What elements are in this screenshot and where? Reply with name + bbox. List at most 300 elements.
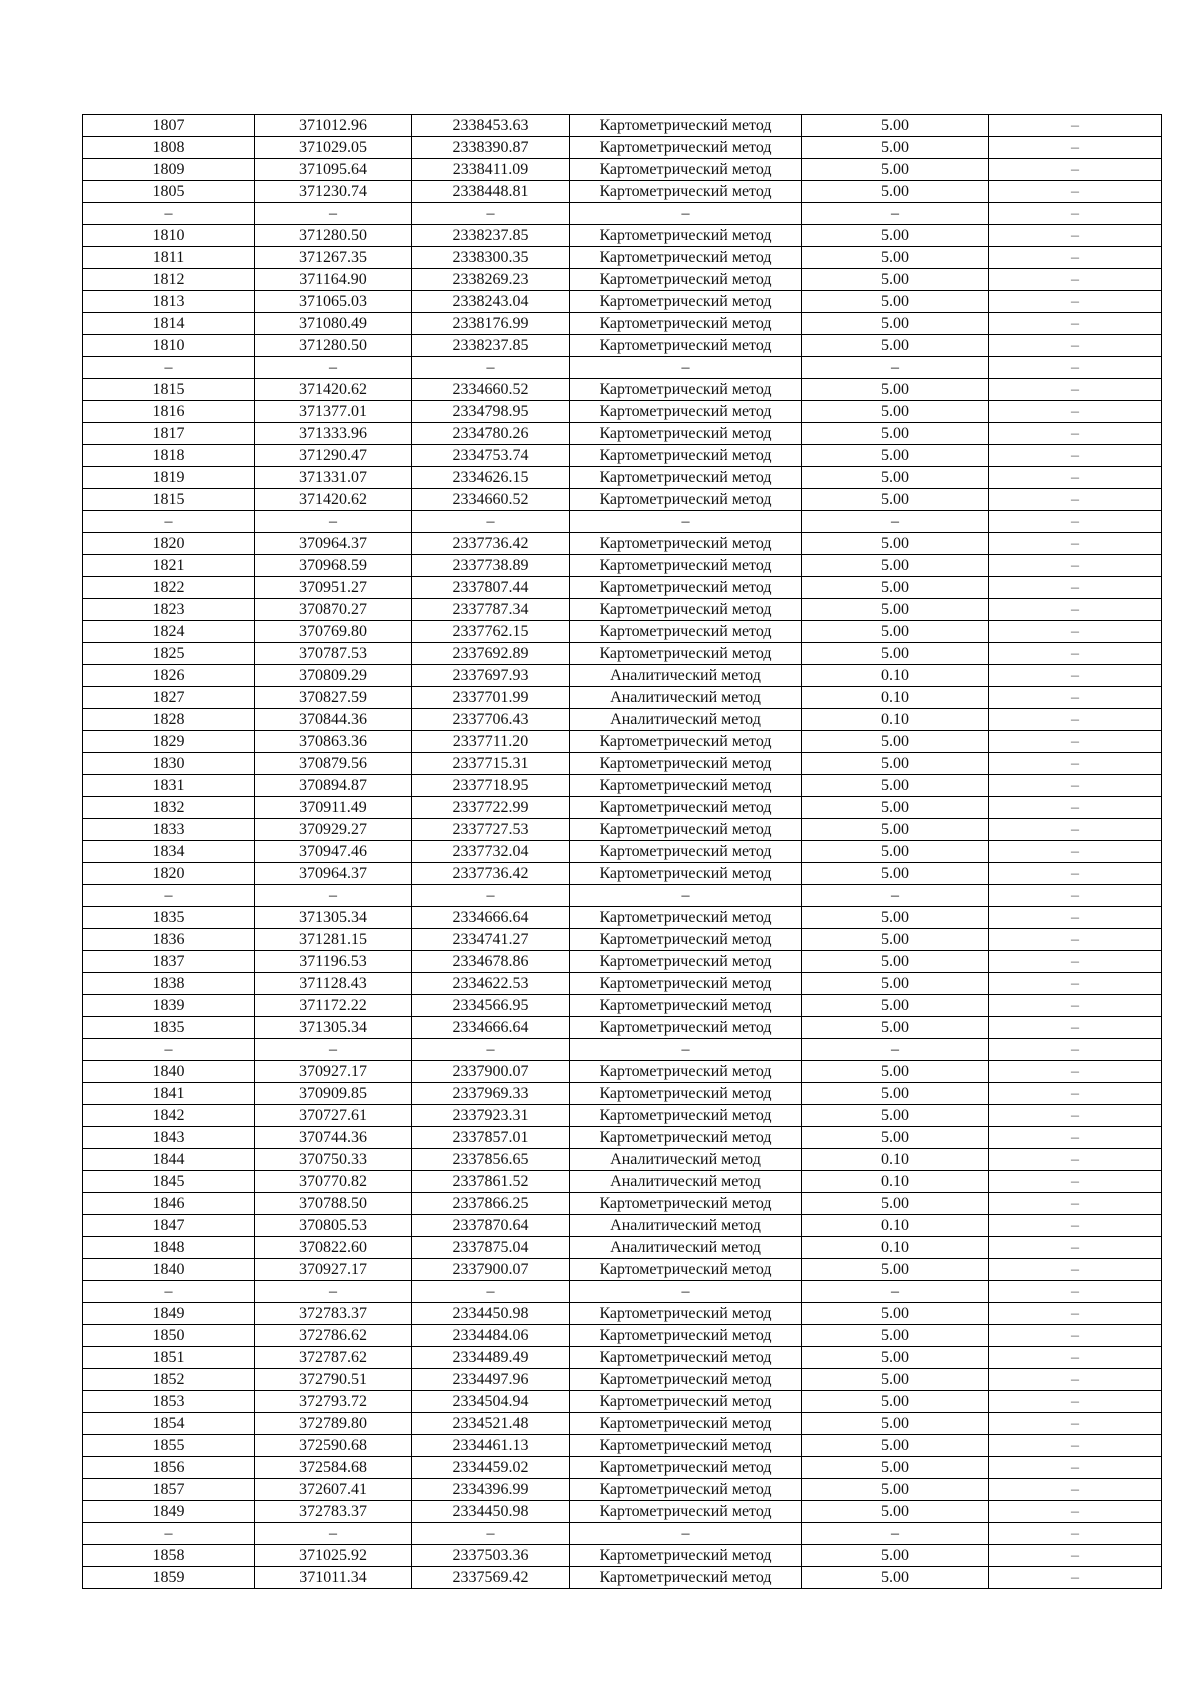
y-coordinate-cell: 2334450.98 bbox=[412, 1303, 570, 1325]
point-number-cell: – bbox=[83, 1523, 255, 1545]
note-cell: – bbox=[989, 1303, 1162, 1325]
method-cell: Аналитический метод bbox=[570, 687, 802, 709]
note-cell: – bbox=[989, 291, 1162, 313]
y-coordinate-cell: 2337923.31 bbox=[412, 1105, 570, 1127]
accuracy-cell: 5.00 bbox=[802, 533, 989, 555]
note-cell: – bbox=[989, 1061, 1162, 1083]
note-cell: – bbox=[989, 1215, 1162, 1237]
x-coordinate-cell: 371331.07 bbox=[255, 467, 412, 489]
x-coordinate-cell: 371290.47 bbox=[255, 445, 412, 467]
y-coordinate-cell: 2334566.95 bbox=[412, 995, 570, 1017]
x-coordinate-cell: – bbox=[255, 357, 412, 379]
y-coordinate-cell: 2334666.64 bbox=[412, 1017, 570, 1039]
note-cell: – bbox=[989, 841, 1162, 863]
note-cell: – bbox=[989, 247, 1162, 269]
accuracy-cell: 5.00 bbox=[802, 401, 989, 423]
note-cell: – bbox=[989, 863, 1162, 885]
method-cell: Картометрический метод bbox=[570, 555, 802, 577]
x-coordinate-cell: 370927.17 bbox=[255, 1259, 412, 1281]
accuracy-cell: 5.00 bbox=[802, 1479, 989, 1501]
method-cell: – bbox=[570, 885, 802, 907]
point-number-cell: – bbox=[83, 1039, 255, 1061]
table-row bbox=[83, 1083, 1162, 1105]
y-coordinate-cell: – bbox=[412, 885, 570, 907]
x-coordinate-cell: – bbox=[255, 511, 412, 533]
note-cell: – bbox=[989, 1523, 1162, 1545]
table-row bbox=[83, 1369, 1162, 1391]
note-cell: – bbox=[989, 159, 1162, 181]
table-row bbox=[83, 1501, 1162, 1523]
y-coordinate-cell: 2334666.64 bbox=[412, 907, 570, 929]
method-cell: Картометрический метод bbox=[570, 1347, 802, 1369]
method-cell: – bbox=[570, 203, 802, 225]
x-coordinate-cell: 371025.92 bbox=[255, 1545, 412, 1567]
note-cell: – bbox=[989, 1127, 1162, 1149]
y-coordinate-cell: 2337738.89 bbox=[412, 555, 570, 577]
x-coordinate-cell: 371267.35 bbox=[255, 247, 412, 269]
table-row bbox=[83, 643, 1162, 665]
x-coordinate-cell: 372607.41 bbox=[255, 1479, 412, 1501]
y-coordinate-cell: 2334780.26 bbox=[412, 423, 570, 445]
accuracy-cell: 0.10 bbox=[802, 1237, 989, 1259]
x-coordinate-cell: – bbox=[255, 203, 412, 225]
accuracy-cell: 5.00 bbox=[802, 1501, 989, 1523]
note-cell: – bbox=[989, 335, 1162, 357]
y-coordinate-cell: 2337875.04 bbox=[412, 1237, 570, 1259]
method-cell: Картометрический метод bbox=[570, 313, 802, 335]
method-cell: Картометрический метод bbox=[570, 731, 802, 753]
point-number-cell: 1820 bbox=[83, 863, 255, 885]
x-coordinate-cell: 372783.37 bbox=[255, 1303, 412, 1325]
note-cell: – bbox=[989, 1039, 1162, 1061]
x-coordinate-cell: 370911.49 bbox=[255, 797, 412, 819]
method-cell: Картометрический метод bbox=[570, 951, 802, 973]
x-coordinate-cell: 372584.68 bbox=[255, 1457, 412, 1479]
note-cell: – bbox=[989, 1413, 1162, 1435]
note-cell: – bbox=[989, 511, 1162, 533]
method-cell: Картометрический метод bbox=[570, 1413, 802, 1435]
method-cell: Картометрический метод bbox=[570, 863, 802, 885]
point-number-cell: 1828 bbox=[83, 709, 255, 731]
note-cell: – bbox=[989, 1259, 1162, 1281]
table-row bbox=[83, 1039, 1162, 1061]
table-row bbox=[83, 709, 1162, 731]
table-row bbox=[83, 159, 1162, 181]
point-number-cell: 1825 bbox=[83, 643, 255, 665]
table-row bbox=[83, 203, 1162, 225]
accuracy-cell: 5.00 bbox=[802, 951, 989, 973]
point-number-cell: – bbox=[83, 357, 255, 379]
point-number-cell: 1847 bbox=[83, 1215, 255, 1237]
accuracy-cell: 5.00 bbox=[802, 555, 989, 577]
table-row bbox=[83, 687, 1162, 709]
point-number-cell: 1844 bbox=[83, 1149, 255, 1171]
table-row bbox=[83, 1303, 1162, 1325]
point-number-cell: 1845 bbox=[83, 1171, 255, 1193]
table-row bbox=[83, 401, 1162, 423]
method-cell: Картометрический метод bbox=[570, 467, 802, 489]
note-cell: – bbox=[989, 907, 1162, 929]
y-coordinate-cell: 2334484.06 bbox=[412, 1325, 570, 1347]
x-coordinate-cell: 370744.36 bbox=[255, 1127, 412, 1149]
note-cell: – bbox=[989, 951, 1162, 973]
note-cell: – bbox=[989, 379, 1162, 401]
table-row bbox=[83, 885, 1162, 907]
y-coordinate-cell: 2338390.87 bbox=[412, 137, 570, 159]
point-number-cell: 1807 bbox=[83, 115, 255, 137]
y-coordinate-cell: 2338300.35 bbox=[412, 247, 570, 269]
method-cell: Картометрический метод bbox=[570, 181, 802, 203]
note-cell: – bbox=[989, 1083, 1162, 1105]
y-coordinate-cell: 2338237.85 bbox=[412, 335, 570, 357]
point-number-cell: 1805 bbox=[83, 181, 255, 203]
method-cell: Аналитический метод bbox=[570, 1171, 802, 1193]
note-cell: – bbox=[989, 929, 1162, 951]
note-cell: – bbox=[989, 1391, 1162, 1413]
table-row bbox=[83, 1281, 1162, 1303]
accuracy-cell: – bbox=[802, 1523, 989, 1545]
point-number-cell: 1827 bbox=[83, 687, 255, 709]
accuracy-cell: 5.00 bbox=[802, 1105, 989, 1127]
method-cell: – bbox=[570, 1039, 802, 1061]
note-cell: – bbox=[989, 687, 1162, 709]
method-cell: Картометрический метод bbox=[570, 929, 802, 951]
accuracy-cell: 5.00 bbox=[802, 863, 989, 885]
x-coordinate-cell: 371095.64 bbox=[255, 159, 412, 181]
table-row bbox=[83, 1435, 1162, 1457]
method-cell: Картометрический метод bbox=[570, 621, 802, 643]
y-coordinate-cell: 2334798.95 bbox=[412, 401, 570, 423]
accuracy-cell: 5.00 bbox=[802, 445, 989, 467]
table-row bbox=[83, 1347, 1162, 1369]
table-row bbox=[83, 1193, 1162, 1215]
x-coordinate-cell: 371305.34 bbox=[255, 907, 412, 929]
table-row bbox=[83, 533, 1162, 555]
y-coordinate-cell: 2337711.20 bbox=[412, 731, 570, 753]
method-cell: Картометрический метод bbox=[570, 379, 802, 401]
point-number-cell: 1835 bbox=[83, 907, 255, 929]
y-coordinate-cell: 2337861.52 bbox=[412, 1171, 570, 1193]
x-coordinate-cell: 370927.17 bbox=[255, 1061, 412, 1083]
y-coordinate-cell: 2337706.43 bbox=[412, 709, 570, 731]
y-coordinate-cell: 2334504.94 bbox=[412, 1391, 570, 1413]
method-cell: Картометрический метод bbox=[570, 247, 802, 269]
y-coordinate-cell: 2334489.49 bbox=[412, 1347, 570, 1369]
note-cell: – bbox=[989, 401, 1162, 423]
note-cell: – bbox=[989, 797, 1162, 819]
table-row bbox=[83, 621, 1162, 643]
table-row bbox=[83, 951, 1162, 973]
table-row bbox=[83, 1567, 1162, 1589]
x-coordinate-cell: 371280.50 bbox=[255, 225, 412, 247]
x-coordinate-cell: 372790.51 bbox=[255, 1369, 412, 1391]
accuracy-cell: 5.00 bbox=[802, 269, 989, 291]
note-cell: – bbox=[989, 357, 1162, 379]
x-coordinate-cell: 370805.53 bbox=[255, 1215, 412, 1237]
x-coordinate-cell: 370787.53 bbox=[255, 643, 412, 665]
accuracy-cell: 5.00 bbox=[802, 1303, 989, 1325]
x-coordinate-cell: 370879.56 bbox=[255, 753, 412, 775]
table-row bbox=[83, 819, 1162, 841]
x-coordinate-cell: 371420.62 bbox=[255, 379, 412, 401]
y-coordinate-cell: 2337727.53 bbox=[412, 819, 570, 841]
accuracy-cell: 5.00 bbox=[802, 181, 989, 203]
y-coordinate-cell: – bbox=[412, 203, 570, 225]
accuracy-cell: 5.00 bbox=[802, 973, 989, 995]
point-number-cell: 1850 bbox=[83, 1325, 255, 1347]
x-coordinate-cell: 370947.46 bbox=[255, 841, 412, 863]
note-cell: – bbox=[989, 181, 1162, 203]
y-coordinate-cell: 2334521.48 bbox=[412, 1413, 570, 1435]
point-number-cell: 1823 bbox=[83, 599, 255, 621]
accuracy-cell: 5.00 bbox=[802, 137, 989, 159]
note-cell: – bbox=[989, 1237, 1162, 1259]
method-cell: Картометрический метод bbox=[570, 599, 802, 621]
x-coordinate-cell: 372793.72 bbox=[255, 1391, 412, 1413]
y-coordinate-cell: 2334660.52 bbox=[412, 489, 570, 511]
table-row bbox=[83, 1391, 1162, 1413]
method-cell: Картометрический метод bbox=[570, 291, 802, 313]
method-cell: Картометрический метод bbox=[570, 1105, 802, 1127]
accuracy-cell: 5.00 bbox=[802, 907, 989, 929]
accuracy-cell: 5.00 bbox=[802, 1127, 989, 1149]
table-row bbox=[83, 511, 1162, 533]
note-cell: – bbox=[989, 1105, 1162, 1127]
accuracy-cell: 5.00 bbox=[802, 1017, 989, 1039]
table-row bbox=[83, 489, 1162, 511]
method-cell: Картометрический метод bbox=[570, 533, 802, 555]
y-coordinate-cell: – bbox=[412, 1281, 570, 1303]
table-row bbox=[83, 1413, 1162, 1435]
y-coordinate-cell: 2337900.07 bbox=[412, 1259, 570, 1281]
method-cell: – bbox=[570, 511, 802, 533]
note-cell: – bbox=[989, 621, 1162, 643]
x-coordinate-cell: 371029.05 bbox=[255, 137, 412, 159]
method-cell: Картометрический метод bbox=[570, 401, 802, 423]
accuracy-cell: 5.00 bbox=[802, 467, 989, 489]
x-coordinate-cell: 370788.50 bbox=[255, 1193, 412, 1215]
table-row bbox=[83, 1457, 1162, 1479]
note-cell: – bbox=[989, 1369, 1162, 1391]
x-coordinate-cell: 370844.36 bbox=[255, 709, 412, 731]
method-cell: Картометрический метод bbox=[570, 335, 802, 357]
y-coordinate-cell: 2337857.01 bbox=[412, 1127, 570, 1149]
point-number-cell: 1812 bbox=[83, 269, 255, 291]
table-row bbox=[83, 137, 1162, 159]
method-cell: Картометрический метод bbox=[570, 1259, 802, 1281]
y-coordinate-cell: 2334622.53 bbox=[412, 973, 570, 995]
method-cell: – bbox=[570, 357, 802, 379]
accuracy-cell: 5.00 bbox=[802, 643, 989, 665]
accuracy-cell: 0.10 bbox=[802, 1215, 989, 1237]
x-coordinate-cell: 370964.37 bbox=[255, 533, 412, 555]
method-cell: Картометрический метод bbox=[570, 643, 802, 665]
accuracy-cell: 0.10 bbox=[802, 1149, 989, 1171]
method-cell: Картометрический метод bbox=[570, 995, 802, 1017]
point-number-cell: 1842 bbox=[83, 1105, 255, 1127]
y-coordinate-cell: 2338237.85 bbox=[412, 225, 570, 247]
accuracy-cell: 5.00 bbox=[802, 159, 989, 181]
y-coordinate-cell: 2338269.23 bbox=[412, 269, 570, 291]
point-number-cell: – bbox=[83, 885, 255, 907]
y-coordinate-cell: 2337718.95 bbox=[412, 775, 570, 797]
point-number-cell: 1814 bbox=[83, 313, 255, 335]
note-cell: – bbox=[989, 467, 1162, 489]
note-cell: – bbox=[989, 313, 1162, 335]
y-coordinate-cell: – bbox=[412, 357, 570, 379]
method-cell: Картометрический метод bbox=[570, 1017, 802, 1039]
table-row bbox=[83, 1105, 1162, 1127]
table-row bbox=[83, 181, 1162, 203]
x-coordinate-cell: 370769.80 bbox=[255, 621, 412, 643]
method-cell: Картометрический метод bbox=[570, 115, 802, 137]
y-coordinate-cell: 2338453.63 bbox=[412, 115, 570, 137]
point-number-cell: 1837 bbox=[83, 951, 255, 973]
table-row bbox=[83, 1479, 1162, 1501]
note-cell: – bbox=[989, 225, 1162, 247]
accuracy-cell: 5.00 bbox=[802, 1413, 989, 1435]
y-coordinate-cell: 2337856.65 bbox=[412, 1149, 570, 1171]
y-coordinate-cell: 2337866.25 bbox=[412, 1193, 570, 1215]
point-number-cell: 1846 bbox=[83, 1193, 255, 1215]
accuracy-cell: 5.00 bbox=[802, 819, 989, 841]
x-coordinate-cell: 372786.62 bbox=[255, 1325, 412, 1347]
point-number-cell: – bbox=[83, 511, 255, 533]
x-coordinate-cell: 370929.27 bbox=[255, 819, 412, 841]
table-row bbox=[83, 995, 1162, 1017]
method-cell: Картометрический метод bbox=[570, 1193, 802, 1215]
point-number-cell: 1849 bbox=[83, 1501, 255, 1523]
method-cell: Картометрический метод bbox=[570, 445, 802, 467]
accuracy-cell: 5.00 bbox=[802, 731, 989, 753]
note-cell: – bbox=[989, 775, 1162, 797]
point-number-cell: 1832 bbox=[83, 797, 255, 819]
table-row bbox=[83, 1149, 1162, 1171]
x-coordinate-cell: – bbox=[255, 1281, 412, 1303]
point-number-cell: 1830 bbox=[83, 753, 255, 775]
table-row bbox=[83, 577, 1162, 599]
method-cell: Картометрический метод bbox=[570, 1127, 802, 1149]
y-coordinate-cell: 2337701.99 bbox=[412, 687, 570, 709]
y-coordinate-cell: 2334741.27 bbox=[412, 929, 570, 951]
x-coordinate-cell: 371011.34 bbox=[255, 1567, 412, 1589]
y-coordinate-cell: 2334626.15 bbox=[412, 467, 570, 489]
accuracy-cell: 5.00 bbox=[802, 841, 989, 863]
accuracy-cell: 5.00 bbox=[802, 1083, 989, 1105]
x-coordinate-cell: 372789.80 bbox=[255, 1413, 412, 1435]
accuracy-cell: 5.00 bbox=[802, 995, 989, 1017]
table-row bbox=[83, 1017, 1162, 1039]
method-cell: Аналитический метод bbox=[570, 1215, 802, 1237]
table-row bbox=[83, 445, 1162, 467]
note-cell: – bbox=[989, 555, 1162, 577]
table-row bbox=[83, 269, 1162, 291]
note-cell: – bbox=[989, 1347, 1162, 1369]
point-number-cell: – bbox=[83, 203, 255, 225]
accuracy-cell: – bbox=[802, 511, 989, 533]
table-row bbox=[83, 423, 1162, 445]
accuracy-cell: 5.00 bbox=[802, 1545, 989, 1567]
y-coordinate-cell: 2334678.86 bbox=[412, 951, 570, 973]
accuracy-cell: 5.00 bbox=[802, 621, 989, 643]
method-cell: Картометрический метод bbox=[570, 489, 802, 511]
x-coordinate-cell: 372787.62 bbox=[255, 1347, 412, 1369]
table-row bbox=[83, 467, 1162, 489]
method-cell: Картометрический метод bbox=[570, 1083, 802, 1105]
x-coordinate-cell: – bbox=[255, 1523, 412, 1545]
point-number-cell: 1856 bbox=[83, 1457, 255, 1479]
accuracy-cell: 5.00 bbox=[802, 929, 989, 951]
point-number-cell: 1852 bbox=[83, 1369, 255, 1391]
y-coordinate-cell: 2338243.04 bbox=[412, 291, 570, 313]
accuracy-cell: 5.00 bbox=[802, 775, 989, 797]
accuracy-cell: 5.00 bbox=[802, 313, 989, 335]
point-number-cell: 1838 bbox=[83, 973, 255, 995]
table-row bbox=[83, 555, 1162, 577]
table-row bbox=[83, 313, 1162, 335]
method-cell: Картометрический метод bbox=[570, 225, 802, 247]
point-number-cell: 1833 bbox=[83, 819, 255, 841]
accuracy-cell: 5.00 bbox=[802, 753, 989, 775]
point-number-cell: 1824 bbox=[83, 621, 255, 643]
x-coordinate-cell: – bbox=[255, 1039, 412, 1061]
table-row bbox=[83, 1259, 1162, 1281]
accuracy-cell: 5.00 bbox=[802, 379, 989, 401]
y-coordinate-cell: 2337503.36 bbox=[412, 1545, 570, 1567]
note-cell: – bbox=[989, 115, 1162, 137]
accuracy-cell: 5.00 bbox=[802, 1369, 989, 1391]
x-coordinate-cell: 372783.37 bbox=[255, 1501, 412, 1523]
point-number-cell: 1848 bbox=[83, 1237, 255, 1259]
point-number-cell: 1815 bbox=[83, 379, 255, 401]
accuracy-cell: 0.10 bbox=[802, 709, 989, 731]
table-row bbox=[83, 1523, 1162, 1545]
accuracy-cell: 5.00 bbox=[802, 1259, 989, 1281]
note-cell: – bbox=[989, 1435, 1162, 1457]
accuracy-cell: 5.00 bbox=[802, 335, 989, 357]
table-row bbox=[83, 357, 1162, 379]
table-row bbox=[83, 115, 1162, 137]
note-cell: – bbox=[989, 753, 1162, 775]
point-number-cell: 1817 bbox=[83, 423, 255, 445]
accuracy-cell: 5.00 bbox=[802, 1567, 989, 1589]
point-number-cell: 1818 bbox=[83, 445, 255, 467]
point-number-cell: 1820 bbox=[83, 533, 255, 555]
table-row bbox=[83, 1237, 1162, 1259]
method-cell: Картометрический метод bbox=[570, 1303, 802, 1325]
method-cell: Картометрический метод bbox=[570, 907, 802, 929]
point-number-cell: 1835 bbox=[83, 1017, 255, 1039]
table-row bbox=[83, 797, 1162, 819]
method-cell: Картометрический метод bbox=[570, 1369, 802, 1391]
accuracy-cell: – bbox=[802, 203, 989, 225]
point-number-cell: 1810 bbox=[83, 335, 255, 357]
point-number-cell: 1816 bbox=[83, 401, 255, 423]
method-cell: Картометрический метод bbox=[570, 797, 802, 819]
note-cell: – bbox=[989, 731, 1162, 753]
x-coordinate-cell: 370822.60 bbox=[255, 1237, 412, 1259]
y-coordinate-cell: – bbox=[412, 511, 570, 533]
accuracy-cell: 0.10 bbox=[802, 1171, 989, 1193]
x-coordinate-cell: 371196.53 bbox=[255, 951, 412, 973]
x-coordinate-cell: 370964.37 bbox=[255, 863, 412, 885]
point-number-cell: 1849 bbox=[83, 1303, 255, 1325]
x-coordinate-cell: 371333.96 bbox=[255, 423, 412, 445]
point-number-cell: 1854 bbox=[83, 1413, 255, 1435]
y-coordinate-cell: 2338176.99 bbox=[412, 313, 570, 335]
table-row bbox=[83, 929, 1162, 951]
y-coordinate-cell: 2337715.31 bbox=[412, 753, 570, 775]
